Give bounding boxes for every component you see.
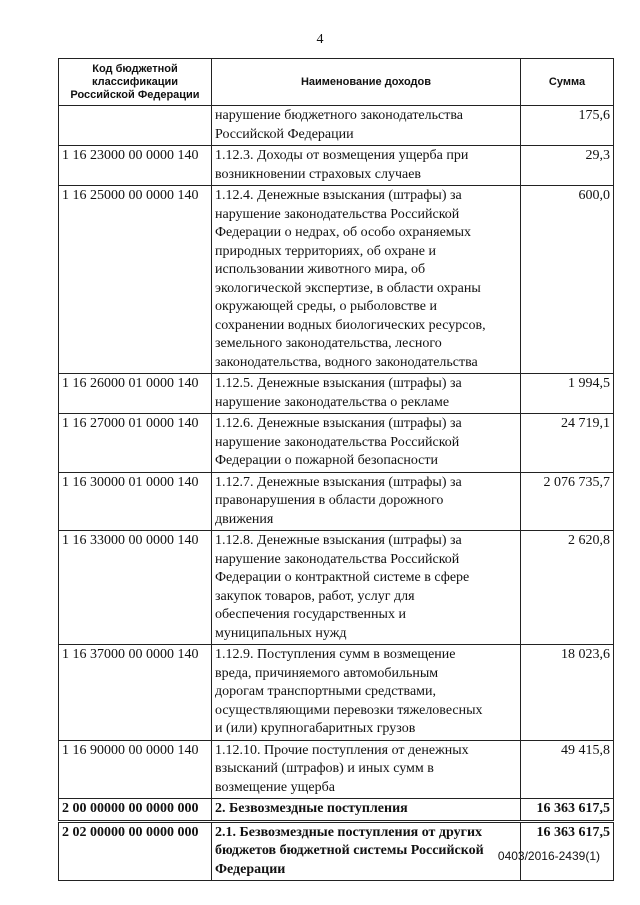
row-code: 1 16 33000 00 0000 140 xyxy=(59,531,212,645)
table-row xyxy=(59,472,614,531)
row-amount: 16 363 617,5 xyxy=(521,799,614,822)
row-code: 1 16 27000 01 0000 140 xyxy=(59,414,212,473)
table-row xyxy=(59,645,614,741)
row-amount: 29,3 xyxy=(521,146,614,186)
row-name: 1.12.8. Денежные взыскания (штрафы) за нарушение законодательства Российской Федерации о контрактной системе в сфере закупок товаров, работ, услуг для обеспечения государственных и муниципальных нужд xyxy=(212,531,521,645)
row-amount: 1 994,5 xyxy=(521,374,614,414)
row-name: нарушение бюджетного законодательства Российской Федерации xyxy=(212,106,521,146)
revenue-table xyxy=(58,58,614,881)
row-name: 2.1. Безвозмездные поступления от других бюджетов бюджетной системы Российской Федерации xyxy=(212,821,521,881)
row-amount: 600,0 xyxy=(521,186,614,374)
row-name: 1.12.4. Денежные взыскания (штрафы) за нарушение законодательства Российской Федерации о недрах, об особо охраняемых природных территориях, об охране и использовании животного мира, об экологической экспертизе, в области охраны окружающей среды, о рыболовстве и сохранении водных биологических ресурсов, земельного законодательства, лесного законодательства, водного законодательства xyxy=(212,186,521,374)
row-amount: 18 023,6 xyxy=(521,645,614,741)
row-amount: 49 415,8 xyxy=(521,740,614,799)
row-code: 2 00 00000 00 0000 000 xyxy=(59,799,212,822)
table-header-row xyxy=(59,59,614,106)
row-name: 1.12.10. Прочие поступления от денежных взысканий (штрафов) и иных сумм в возмещение ущерба xyxy=(212,740,521,799)
row-name: 1.12.3. Доходы от возмещения ущерба при возникновении страховых случаев xyxy=(212,146,521,186)
table-row xyxy=(59,414,614,473)
row-amount: 175,6 xyxy=(521,106,614,146)
row-code: 1 16 30000 01 0000 140 xyxy=(59,472,212,531)
row-code: 1 16 25000 00 0000 140 xyxy=(59,186,212,374)
row-name: 1.12.6. Денежные взыскания (штрафы) за нарушение законодательства Российской Федерации о пожарной безопасности xyxy=(212,414,521,473)
row-code xyxy=(59,106,212,146)
table-row xyxy=(59,740,614,799)
row-amount: 2 620,8 xyxy=(521,531,614,645)
document-footer-code: 0403/2016-2439(1) xyxy=(497,849,600,863)
table-row xyxy=(59,186,614,374)
table-row xyxy=(59,106,614,146)
row-code: 2 02 00000 00 0000 000 xyxy=(59,821,212,881)
table-row xyxy=(59,374,614,414)
row-amount: 24 719,1 xyxy=(521,414,614,473)
row-code: 1 16 26000 01 0000 140 xyxy=(59,374,212,414)
header-name: Наименование доходов xyxy=(212,59,521,106)
header-amount: Сумма xyxy=(521,59,614,106)
row-name: 2. Безвозмездные поступления xyxy=(212,799,521,822)
row-name: 1.12.9. Поступления сумм в возмещение вреда, причиняемого автомобильным дорогам транспортными средствами, осуществляющими перевозки тяжеловесных и (или) крупногабаритных грузов xyxy=(212,645,521,741)
row-code: 1 16 37000 00 0000 140 xyxy=(59,645,212,741)
row-amount: 2 076 735,7 xyxy=(521,472,614,531)
header-code: Код бюджетной классификации Российской Федерации xyxy=(59,59,212,106)
table-row xyxy=(59,146,614,186)
row-name: 1.12.5. Денежные взыскания (штрафы) за нарушение законодательства о рекламе xyxy=(212,374,521,414)
table-row-total xyxy=(59,799,614,822)
row-code: 1 16 23000 00 0000 140 xyxy=(59,146,212,186)
row-code: 1 16 90000 00 0000 140 xyxy=(59,740,212,799)
row-amount: 16 363 617,5 xyxy=(521,821,614,881)
row-name: 1.12.7. Денежные взыскания (штрафы) за правонарушения в области дорожного движения xyxy=(212,472,521,531)
table-row xyxy=(59,531,614,645)
page-number: 4 xyxy=(316,32,324,47)
